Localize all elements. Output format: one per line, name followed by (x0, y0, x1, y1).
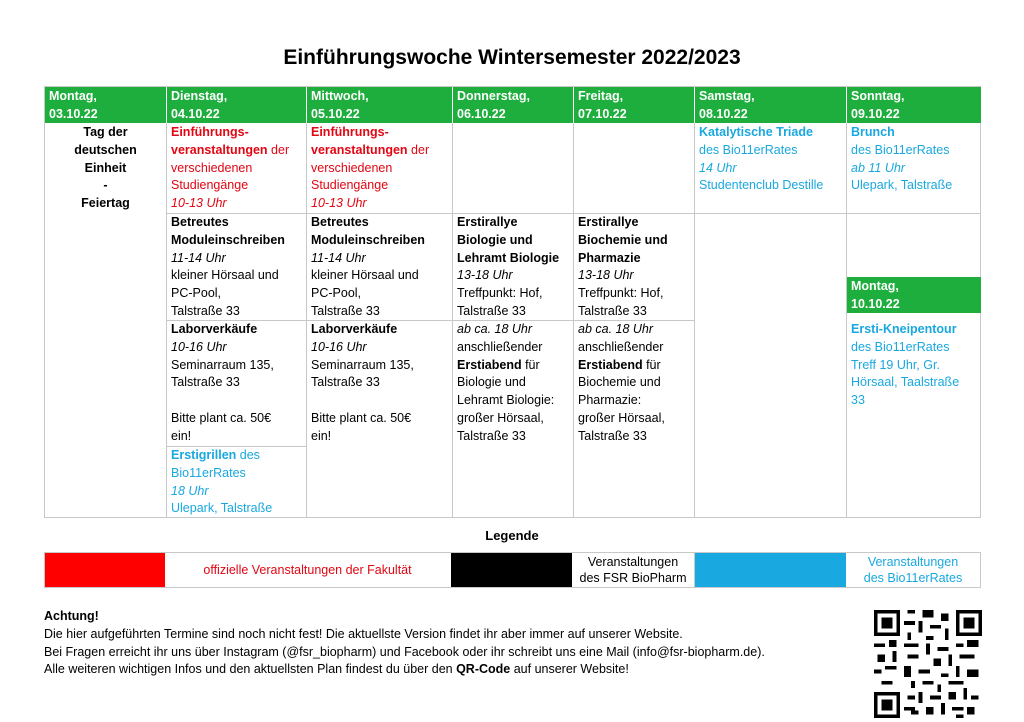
event-katalytische-triade: Katalytische Triade des Bio11erRates 14 Uhr Studentenclub Destille (699, 125, 824, 193)
official-event-wednesday: Einführungs- veranstaltungen der verschiedenen Studiengänge 10-13 Uhr (311, 125, 430, 211)
event-laborverkaeufe-wednesday: Laborverkäufe 10-16 Uhr Seminarraum 135, Talstraße 33 Bitte plant ca. 50€ ein! (311, 322, 414, 443)
event-erstiabend-pharmazie: ab ca. 18 Uhr anschließender Erstiabend für Biochemie und Pharmazie: großer Hörsaal, Talstraße 33 (578, 322, 665, 443)
legend-label-official: offizielle Veranstaltungen der Fakultät (203, 563, 412, 577)
event-erstiabend-biologie: ab ca. 18 Uhr anschließender Erstiabend für Biologie und Lehramt Biologie: großer Hörsaal, Talstraße 33 (457, 322, 555, 443)
notes (44, 608, 765, 679)
schedule-table (44, 86, 981, 518)
legend-label-fsr: Veranstaltungen des FSR BioPharm (572, 553, 695, 587)
event-rallye-pharmazie: Erstirallye Biochemie und Pharmazie 13-18 Uhr Treffpunkt: Hof, Talstraße 33 (578, 215, 668, 318)
official-event-tuesday: Einführungs- veranstaltungen der verschiedenen Studiengänge 10-13 Uhr (171, 125, 290, 211)
legend (44, 552, 981, 588)
notes-line: Die hier aufgeführten Termine sind noch nicht fest! Die aktuellste Version findet ihr aber immer auf unserer Website. (44, 626, 683, 641)
day-header-tuesday: Dienstag, 04.10.22 (167, 87, 306, 123)
event-modulregistration-tuesday: Betreutes Moduleinschreiben 11-14 Uhr kleiner Hörsaal und PC-Pool, Talstraße 33 (171, 215, 285, 318)
day-header-thursday: Donnerstag, 06.10.22 (453, 87, 573, 123)
event-laborverkaeufe-tuesday: Laborverkäufe 10-16 Uhr Seminarraum 135, Talstraße 33 Bitte plant ca. 50€ ein! (171, 322, 274, 443)
event-rallye-biologie: Erstirallye Biologie und Lehramt Biologie 13-18 Uhr Treffpunkt: Hof, Talstraße 33 (457, 215, 560, 318)
notes-line: Bei Fragen erreicht ihr uns über Instagram (@fsr_biopharm) und Facebook oder ihr schreibt uns eine Mail (info@fsr-biopharm.de). (44, 644, 765, 659)
event-kneipentour: Ersti-Kneipentour des Bio11erRates Treff 19 Uhr, Gr. Hörsaal, Taalstraße 33 (851, 322, 960, 408)
legend-swatch-fsr (451, 553, 572, 587)
holiday-cell: Tag der deutschen Einheit - Feiertag (74, 125, 137, 211)
day-header-next-monday: Montag, 10.10.22 (847, 277, 981, 313)
notes-line: Alle weiteren wichtigen Infos und den aktuellsten Plan findest du über den QR-Code auf unserer Website! (44, 662, 629, 677)
qr-code-icon[interactable] (874, 610, 982, 718)
legend-swatch-official (45, 553, 165, 587)
event-brunch: Brunch des Bio11erRates ab 11 Uhr Ulepark, Talstraße (851, 125, 953, 193)
legend-label-rat: Veranstaltungen des Bio11erRates (863, 555, 963, 585)
day-header-saturday: Samstag, 08.10.22 (695, 87, 846, 123)
day-header-wednesday: Mittwoch, 05.10.22 (307, 87, 452, 123)
legend-title: Legende (485, 528, 539, 543)
page-title: Einführungswoche Wintersemester 2022/2023 (283, 46, 741, 69)
day-header-sunday: Sonntag, 09.10.22 (847, 87, 981, 123)
event-erstigrillen: Erstigrillen des Bio11erRates 18 Uhr Ulepark, Talstraße (171, 448, 273, 516)
day-header-friday: Freitag, 07.10.22 (574, 87, 694, 123)
legend-swatch-rat (695, 553, 846, 587)
event-modulregistration-wednesday: Betreutes Moduleinschreiben 11-14 Uhr kleiner Hörsaal und PC-Pool, Talstraße 33 (311, 215, 425, 318)
notes-heading: Achtung! (44, 609, 99, 623)
day-header-monday: Montag, 03.10.22 (45, 87, 166, 123)
